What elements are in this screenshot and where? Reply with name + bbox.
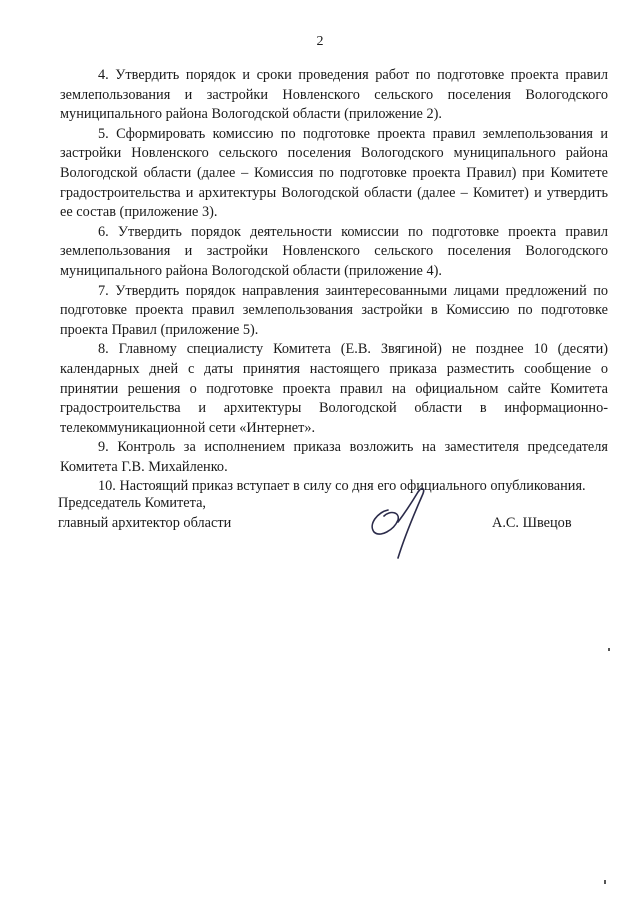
paragraph-9: 9. Контроль за исполнением приказа возложить на заместителя председателя Комитета Г.В. Михайленко.: [60, 439, 608, 475]
document-body: [60, 66, 608, 497]
signatory-position-line-1: Председатель Комитета,: [58, 495, 206, 511]
paragraph-5: 5. Сформировать комиссию по подготовке проекта правил землепользования и застройки Новленского сельского поселения Вологодского муниципального района Вологодской области (далее – Комиссия по подготовке проекта Правил) при Комитете градостроительства и архитектуры Вологодской области (далее – Комитет) и утвердить ее состав (приложение 3).: [60, 125, 608, 221]
paragraph-10: 10. Настоящий приказ вступает в силу со дня его официального опубликования.: [98, 478, 586, 495]
handwritten-signature: [360, 480, 440, 570]
scan-mark: [604, 880, 606, 884]
signatory-position: [58, 494, 231, 534]
paragraph-8: 8. Главному специалисту Комитета (Е.В. Звягиной) не позднее 10 (десяти) календарных дней с даты принятия настоящего приказа разместить сообщение о принятии решения о подготовке проекта правил на официальном сайте Комитета градостроительства и архитектуры Вологодской области в информационно-телекоммуникационной сети «Интернет».: [60, 341, 608, 436]
paragraph-6: 6. Утвердить порядок деятельности комиссии по подготовке проекта правил землепользования и застройки Новленского сельского поселения Вологодского муниципального района Вологодской области (приложение 4).: [60, 223, 608, 279]
paragraph-7: 7. Утвердить порядок направления заинтересованными лицами предложений по подготовке проекта правил землепользования застройки в Комиссию по подготовке проекта Правил (приложение 5).: [60, 282, 608, 338]
signer-name: А.С. Швецов: [492, 515, 572, 531]
signatory-position-line-2: главный архитектор области: [58, 514, 232, 531]
page-number: 2: [316, 34, 324, 49]
scan-mark: [608, 648, 610, 651]
paragraph-4: 4. Утвердить порядок и сроки проведения работ по подготовке проекта правил землепользования и застройки Новленского сельского поселения Вологодского муниципального района Вологодской области (приложение 2).: [60, 67, 608, 123]
